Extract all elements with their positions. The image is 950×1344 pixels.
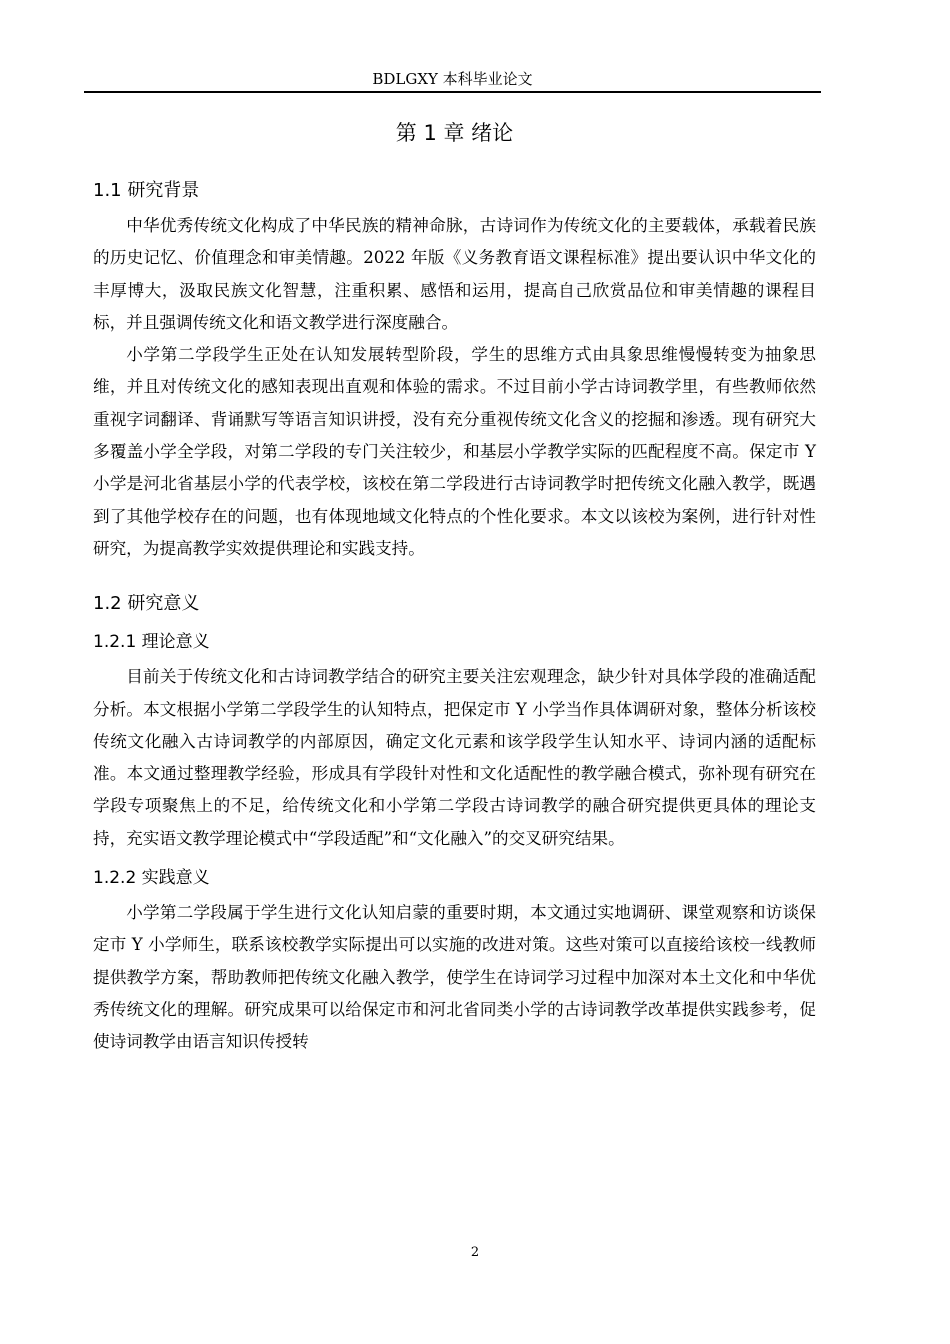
section-heading-background: 1.1 研究背景 xyxy=(93,180,200,201)
paragraph: 目前关于传统文化和古诗词教学结合的研究主要关注宏观理念，缺少针对具体学段的准确适配分析。本文根据小学第二学段学生的认知特点，把保定市 Y 小学当作具体调研对象，整体分析该校传统文化融入古诗词教学的内部原因，确定文化元素和该学段学生认知水平、诗词内涵的适配标准。本文通过整理教学经验，形成具有学段针对性和文化适配性的教学融合模式，弥补现有研究在学段专项聚焦上的不足，给传统文化和小学第二学段古诗词教学的融合研究提供更具体的理论支持，充实语文教学理论模式中“学段适配”和“文化融入”的交叉研究结果。 xyxy=(93,667,816,848)
header-rule xyxy=(84,91,821,93)
page-body xyxy=(93,108,816,1059)
paragraph: 小学第二学段属于学生进行文化认知启蒙的重要时期，本文通过实地调研、课堂观察和访谈保定市 Y 小学师生，联系该校教学实际提出可以实施的改进对策。这些对策可以直接给该校一线教师提供教学方案，帮助教师把传统文化融入教学，使学生在诗词学习过程中加深对本土文化和中华优秀传统文化的理解。研究成果可以给保定市和河北省同类小学的古诗词教学改革提供实践参考，促使诗词教学由语言知识传授转 xyxy=(93,903,816,1052)
paragraph: 中华优秀传统文化构成了中华民族的精神命脉，古诗词作为传统文化的主要载体，承载着民族的历史记忆、价值理念和审美情趣。2022 年版《义务教育语文课程标准》提出要认识中华文化的丰厚博大，汲取民族文化智慧，注重积累、感悟和运用，提高自己欣赏品位和审美情趣的课程目标，并且强调传统文化和语文教学进行深度融合。 xyxy=(93,216,816,332)
chapter-title: 第 1 章 绪论 xyxy=(395,121,514,145)
running-header: BDLGXY 本科毕业论文 xyxy=(372,70,533,88)
subsection-heading-theoretical: 1.2.1 理论意义 xyxy=(93,632,210,653)
page-number: 2 xyxy=(470,1245,480,1260)
paragraph: 小学第二学段学生正处在认知发展转型阶段，学生的思维方式由具象思维慢慢转变为抽象思维，并且对传统文化的感知表现出直观和体验的需求。不过目前小学古诗词教学里，有些教师依然重视字词翻译、背诵默写等语言知识讲授，没有充分重视传统文化含义的挖掘和渗透。现有研究大多覆盖小学全学段，对第二学段的专门关注较少，和基层小学教学实际的匹配程度不高。保定市 Y 小学是河北省基层小学的代表学校，该校在第二学段进行古诗词教学时把传统文化融入教学，既遇到了其他学校存在的问题，也有体现地域文化特点的个性化要求。本文以该校为案例，进行针对性研究，为提高教学实效提供理论和实践支持。 xyxy=(93,345,816,558)
section-heading-significance: 1.2 研究意义 xyxy=(93,593,200,615)
subsection-heading-practical: 1.2.2 实践意义 xyxy=(93,868,210,889)
